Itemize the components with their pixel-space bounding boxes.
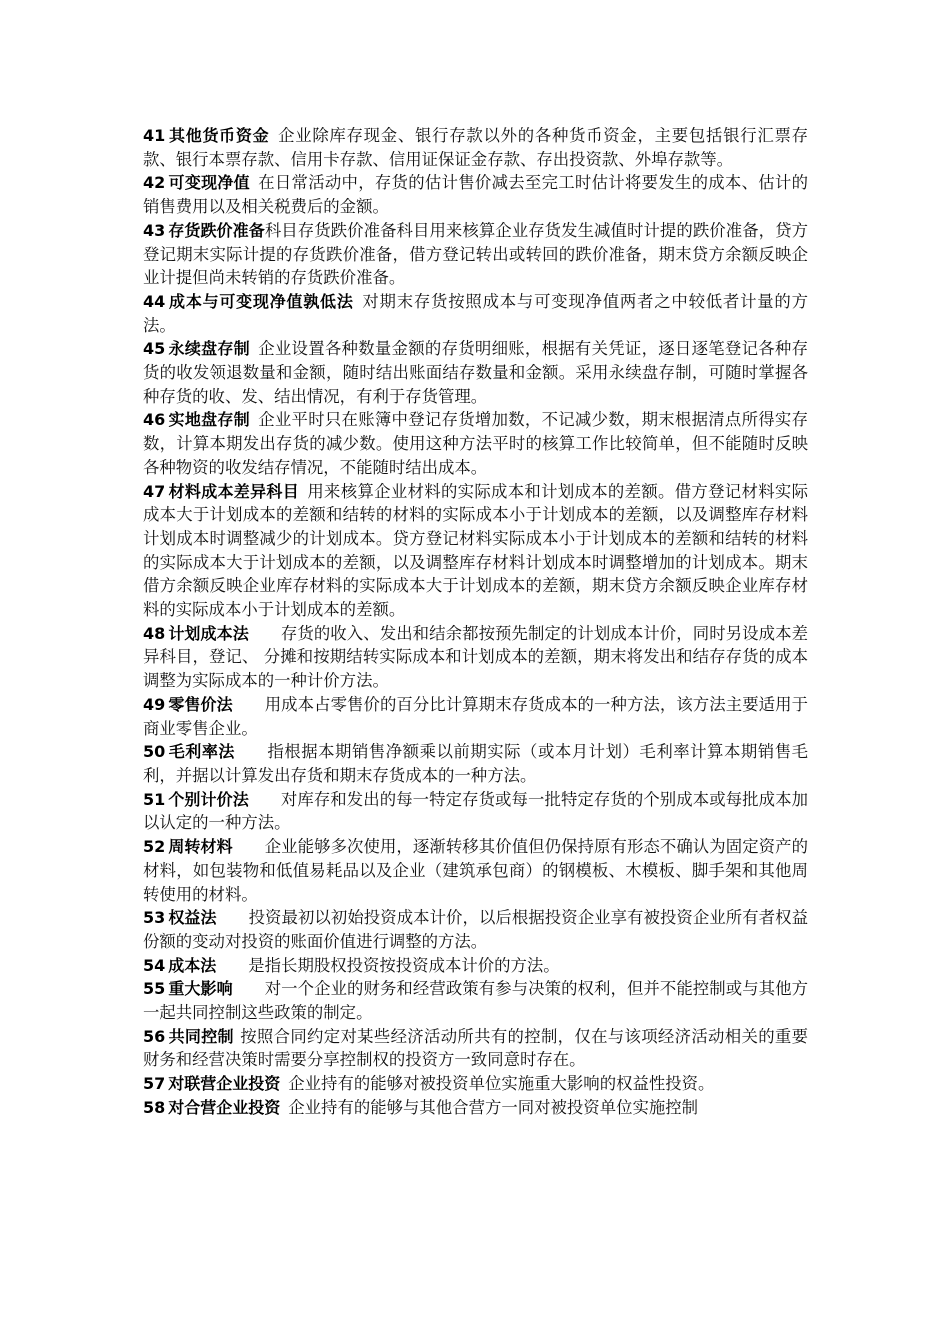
entry-term xyxy=(143,695,233,714)
entry-definition: 企业持有的能够与其他合营方一同对被投资单位实施控制 xyxy=(288,1097,699,1117)
entry-definition: 对库存和发出的每一特定存货或每一批特定存货的个别成本或每批成本加以认定的一种方法。 xyxy=(143,789,808,833)
entry-term-label: 毛利率法 xyxy=(168,742,235,762)
glossary-entry xyxy=(143,740,808,787)
entry-term xyxy=(143,1098,280,1117)
entry-term-label: 其他货币资金 xyxy=(168,126,270,145)
entry-term xyxy=(143,979,233,998)
glossary-entry xyxy=(143,1025,808,1072)
entry-term xyxy=(143,624,249,643)
entry-term-label: 实地盘存制 xyxy=(168,410,250,430)
entry-definition: 在日常活动中，存货的估计售价减去至完工时估计将要发生的成本、估计的销售费用以及相关税费后的金额。 xyxy=(143,173,808,217)
glossary-entry xyxy=(143,622,808,693)
entry-term xyxy=(143,1027,234,1046)
entry-number: 58 xyxy=(143,1097,166,1117)
glossary-entry xyxy=(143,693,808,740)
entry-term xyxy=(143,410,250,429)
entry-definition: 科目存货跌价准备科目用来核算企业存货发生减值时计提的跌价准备，贷方登记期末实际计提的存货跌价准备，借方登记转出或转回的跌价准备，期末贷方余额反映企业计提但尚未转销的存货跌价准备。 xyxy=(143,220,808,288)
entry-term xyxy=(143,956,216,975)
entry-number: 46 xyxy=(143,410,166,430)
entry-term-label: 对合营企业投资 xyxy=(168,1097,281,1117)
entry-definition: 按照合同约定对某些经济活动所共有的控制，仅在与该项经济活动相关的重要财务和经营决策时需要分享控制权的投资方一致同意时存在。 xyxy=(143,1026,808,1070)
entry-term xyxy=(143,482,299,501)
glossary-body xyxy=(143,124,808,1120)
glossary-entry xyxy=(143,408,808,479)
glossary-entry xyxy=(143,954,808,978)
glossary-entry xyxy=(143,1096,808,1120)
glossary-entry xyxy=(143,835,808,906)
entry-term xyxy=(143,292,354,311)
entry-number: 56 xyxy=(143,1026,166,1046)
entry-definition: 存货的收入、发出和结余都按预先制定的计划成本计价，同时另设成本差异科目，登记、 分摊和按期结转实际成本和计划成本的差额，期末将发出和结存存货的成本调整为实际成本的一种计价方法。 xyxy=(143,623,808,691)
entry-term xyxy=(143,1074,280,1093)
entry-definition: 企业除库存现金、银行存款以外的各种货币资金，主要包括银行汇票存款、银行本票存款、信用卡存款、信用证保证金存款、存出投资款、外埠存款等。 xyxy=(143,126,808,169)
entry-term-label: 共同控制 xyxy=(168,1026,234,1046)
entry-number: 49 xyxy=(143,694,166,714)
entry-definition: 是指长期股权投资按投资成本计价的方法。 xyxy=(248,955,560,975)
entry-number: 53 xyxy=(143,908,166,928)
entry-term xyxy=(143,339,250,358)
entry-term xyxy=(143,837,233,856)
entry-term xyxy=(143,790,249,809)
glossary-entry xyxy=(143,1072,808,1096)
entry-term-label: 成本法 xyxy=(168,955,217,975)
entry-number: 43 xyxy=(143,220,166,240)
entry-number: 44 xyxy=(143,291,166,311)
entry-number: 47 xyxy=(143,481,166,501)
entry-number: 41 xyxy=(143,126,166,145)
entry-term-label: 成本与可变现净值孰低法 xyxy=(168,291,354,311)
entry-definition: 企业持有的能够对被投资单位实施重大影响的权益性投资。 xyxy=(288,1074,715,1094)
glossary-entry xyxy=(143,219,808,290)
entry-number: 48 xyxy=(143,623,166,643)
entry-definition: 企业平时只在账簿中登记存货增加数，不记减少数，期末根据清点所得实存数，计算本期发出存货的减少数。使用这种方法平时的核算工作比较简单，但不能随时反映各种物资的收发结存情况，不能随时结出成本。 xyxy=(143,410,808,477)
glossary-entry xyxy=(143,788,808,835)
entry-number: 52 xyxy=(143,837,166,857)
entry-number: 51 xyxy=(143,789,166,809)
entry-definition: 企业能够多次使用，逐渐转移其价值但仍保持原有形态不确认为固定资产的材料，如包装物和低值易耗品以及企业（建筑承包商）的钢模板、木模板、脚手架和其他周转使用的材料。 xyxy=(143,837,808,904)
entry-number: 54 xyxy=(143,955,166,975)
entry-definition: 对期末存货按照成本与可变现净值两者之中较低者计量的方法。 xyxy=(143,291,808,335)
entry-term-label: 重大影响 xyxy=(168,979,233,999)
entry-term xyxy=(143,908,217,927)
glossary-entry xyxy=(143,977,808,1024)
entry-term-label: 永续盘存制 xyxy=(168,339,250,359)
entry-definition: 用来核算企业材料的实际成本和计划成本的差额。借方登记材料实际成本大于计划成本的差额和结转的材料的实际成本小于计划成本的差额，以及调整库存材料计划成本时调整减少的计划成本。贷方登记材料实际成本小于计划成本的差额和结转的材料的实际成本大于计划成本的差额，以及调整库存材料计划成本时调整增加的计划成本。期末借方余额反映企业库存材料的实际成本大于计划成本的差额，期末贷方余额反映企业库存材料的实际成本小于计划成本的差额。 xyxy=(143,481,808,620)
entry-term xyxy=(143,173,250,192)
entry-number: 57 xyxy=(143,1074,166,1094)
entry-term-label: 存货跌价准备 xyxy=(168,220,265,240)
entry-term-label: 个别计价法 xyxy=(168,789,249,809)
entry-number: 45 xyxy=(143,339,166,359)
glossary-entry xyxy=(143,171,808,218)
entry-definition: 指根据本期销售净额乘以前期实际（或本月计划）毛利率计算本期销售毛利，并据以计算发出存货和期末存货成本的一种方法。 xyxy=(143,742,808,785)
glossary-entry xyxy=(143,337,808,408)
entry-definition: 对一个企业的财务和经营政策有参与决策的权利，但并不能控制或与其他方一起共同控制这些政策的制定。 xyxy=(143,979,808,1023)
entry-term-label: 零售价法 xyxy=(168,694,233,714)
glossary-entry xyxy=(143,290,808,337)
glossary-entry xyxy=(143,906,808,953)
entry-number: 42 xyxy=(143,173,166,193)
entry-term xyxy=(143,126,269,145)
entry-term-label: 权益法 xyxy=(168,908,217,928)
entry-number: 50 xyxy=(143,742,166,762)
entry-definition: 用成本占零售价的百分比计算期末存货成本的一种方法，该方法主要适用于商业零售企业。 xyxy=(143,694,808,738)
entry-term-label: 材料成本差异科目 xyxy=(168,481,300,501)
entry-term-label: 计划成本法 xyxy=(168,623,249,643)
glossary-entry xyxy=(143,480,808,622)
entry-definition: 企业设置各种数量金额的存货明细账，根据有关凭证，逐日逐笔登记各种存货的收发领退数量和金额，随时结出账面结存数量和金额。采用永续盘存制，可随时掌握各种存货的收、发、结出情况，有利于存货管理。 xyxy=(143,339,808,406)
entry-term xyxy=(143,221,265,240)
entry-term-label: 可变现净值 xyxy=(168,173,250,193)
entry-term-label: 对联营企业投资 xyxy=(168,1074,281,1094)
entry-term xyxy=(143,742,235,761)
entry-term-label: 周转材料 xyxy=(168,837,233,857)
glossary-entry xyxy=(143,124,808,171)
entry-number: 55 xyxy=(143,979,166,999)
entry-definition: 投资最初以初始投资成本计价，以后根据投资企业享有被投资企业所有者权益份额的变动对投资的账面价值进行调整的方法。 xyxy=(143,908,808,951)
